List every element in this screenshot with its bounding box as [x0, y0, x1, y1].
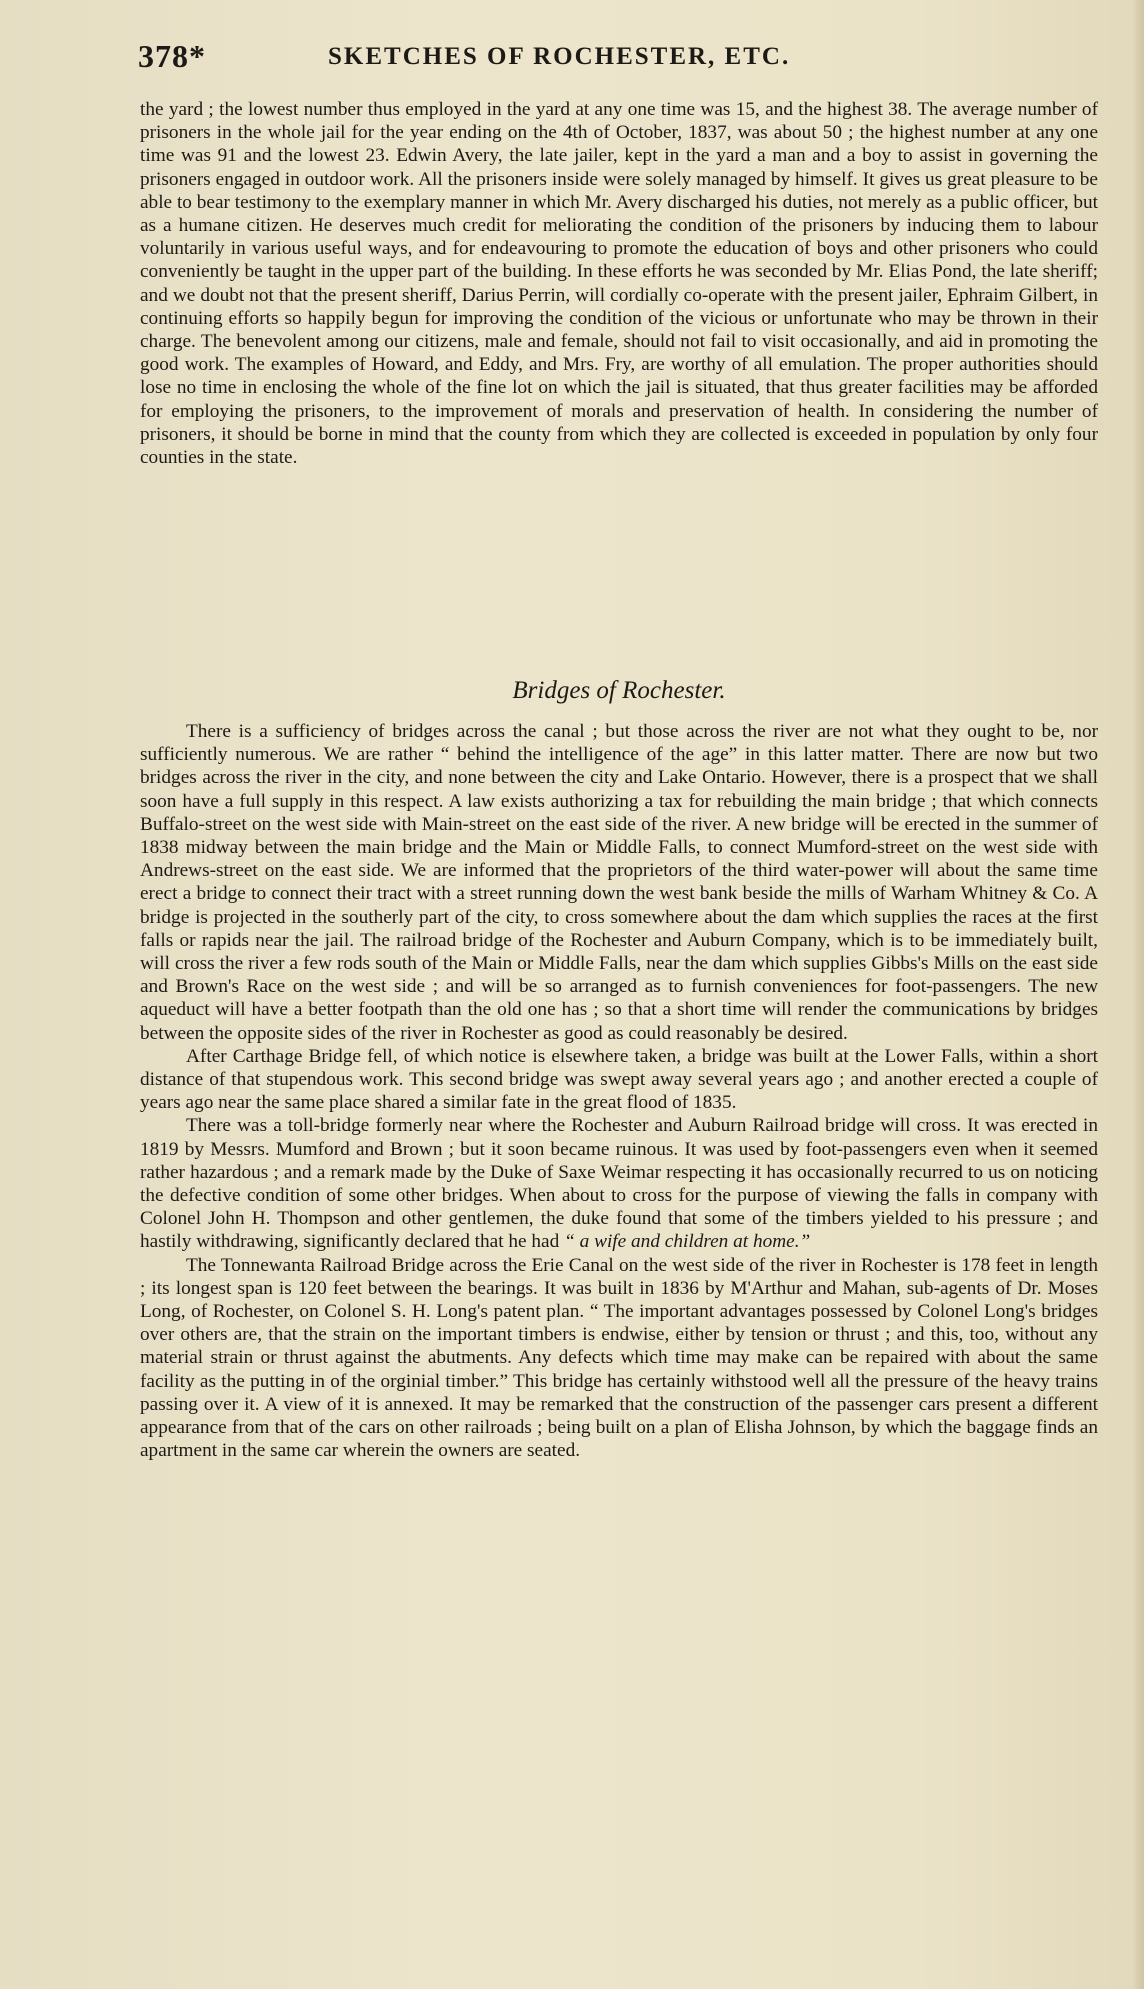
page-header	[138, 38, 1098, 78]
paragraph-tonnewanta-bridge: The Tonnewanta Railroad Bridge across the Erie Canal on the west side of the river in Rochester is 178 feet in length ; its longest span is 120 feet between the bearings. It was built in 1836 by M'Arthur and Mahan, sub-agents of Dr. Moses Long, of Rochester, on Colonel S. H. Long's patent plan. “ The important advantages possessed by Colonel Long's bridges over others are, that the strain on the important timbers is endwise, either by tension or thrust ; and this, too, without any material strain or thrust against the abutments. Any defects which time may make can be repaired with about the same facility as the putting in of the orginial timber.” This bridge has certainly withstood well all the pressure of the heavy trains passing over it. A view of it is annexed. It may be remarked that the construction of the passenger cars present a different appearance from that of the cars on other railroads ; being built on a plan of Elisha Johnson, by which the baggage finds an apartment in the same car wherein the owners are seated.	[140, 1254, 1098, 1462]
duke-quote: “ a wife and children at home.”	[564, 1231, 811, 1253]
toll-bridge-text: There was a toll-bridge formerly near where the Rochester and Auburn Railroad bridge will cross. It was erected in 1819 by Messrs. Mumford and Brown ; but it soon became ruinous. It was used by foot-passengers even when it seemed rather hazardous ; and a remark made by the Duke of Saxe Weimar respecting it has occasionally recurred to us on noticing the defective condition of some other bridges. When about to cross for the purpose of viewing the falls in company with Colonel John H. Thompson and other gentlemen, the duke found that some of the timbers yielded to his pressure ; and hastily withdrawing, significantly declared that he had	[140, 1115, 1098, 1253]
paragraph-jail-prisoners: the yard ; the lowest number thus employed in the yard at any one time was 15, and the highest 38. The average number of prisoners in the whole jail for the year ending on the 4th of October, 1837, was about 50 ; the highest number at any one time was 91 and the lowest 23. Edwin Avery, the late jailer, kept in the yard a man and a boy to assist in governing the prisoners engaged in outdoor work. All the prisoners inside were solely managed by himself. It gives us great pleasure to be able to bear testimony to the exemplary manner in which Mr. Avery discharged his duties, not merely as a public officer, but as a humane citizen. He deserves much credit for meliorating the condition of the prisoners by inducing them to labour voluntarily in various useful ways, and for endeavouring to promote the education of boys and other prisoners who could conveniently be taught in the upper part of the building. In these efforts he was seconded by Mr. Elias Pond, the late sheriff; and we doubt not that the present sheriff, Darius Perrin, will cordially co-operate with the present jailer, Ephraim Gilbert, in continuing efforts so happily begun for improving the condition of the vicious or unfortunate who may be thrown in their charge. The benevolent among our citizens, male and female, should not fail to visit occasionally, and aid in promoting the good work. The examples of Howard, and Eddy, and Mrs. Fry, are worthy of all emulation. The proper authorities should lose no time in enclosing the whole of the fine lot on which the jail is situated, that thus greater facilities may be afforded for employing the prisoners, to the improvement of morals and preservation of health. In considering the number of prisoners, it should be borne in mind that the county from which they are collected is exceeded in population by only four counties in the state.	[140, 99, 1098, 469]
paragraph-carthage-bridge: After Carthage Bridge fell, of which notice is elsewhere taken, a bridge was built at the Lower Falls, within a short distance of that stupendous work. This second bridge was swept away several years ago ; and another erected a couple of years ago near the same place shared a similar fate in the great flood of 1835.	[140, 1045, 1098, 1114]
running-head: SKETCHES OF ROCHESTER, ETC.	[328, 43, 791, 70]
bridges-section	[140, 720, 1098, 1463]
page-number: 378*	[138, 38, 206, 74]
section-heading: Bridges of Rochester.	[512, 677, 726, 704]
paragraph-toll-bridge	[140, 1114, 1098, 1253]
page-edge-shadow	[1132, 0, 1144, 1989]
paragraph-bridges-sufficiency: There is a sufficiency of bridges across the canal ; but those across the river are not what they ought to be, nor sufficiently numerous. We are rather “ behind the intelligence of the age” in this latter matter. There are now but two bridges across the river in the city, and none between the city and Lake Ontario. However, there is a prospect that we shall soon have a full supply in this respect. A law exists authorizing a tax for rebuilding the main bridge ; that which connects Buffalo-street on the west side with Main-street on the east side of the river. A new bridge will be erected in the summer of 1838 midway between the main bridge and the Main or Middle Falls, to connect Mumford-street on the west side with Andrews-street on the east side. We are informed that the proprietors of the third water-power will about the same time erect a bridge to connect their tract with a street running down the west bank beside the mills of Warham Whitney & Co. A bridge is projected in the southerly part of the city, to cross somewhere about the dam which supplies the races at the first falls or rapids near the jail. The railroad bridge of the Rochester and Auburn Company, which is to be immediately built, will cross the river a few rods south of the Main or Middle Falls, near the dam which supplies Gibbs's Mills on the east side and Brown's Race on the west side ; and will be so arranged as to furnish conveniences for foot-passengers. The new aqueduct will have a better footpath than the old one has ; so that a short time will render the communications by bridges between the opposite sides of the river in Rochester as good as could reasonably be desired.	[140, 721, 1098, 1044]
